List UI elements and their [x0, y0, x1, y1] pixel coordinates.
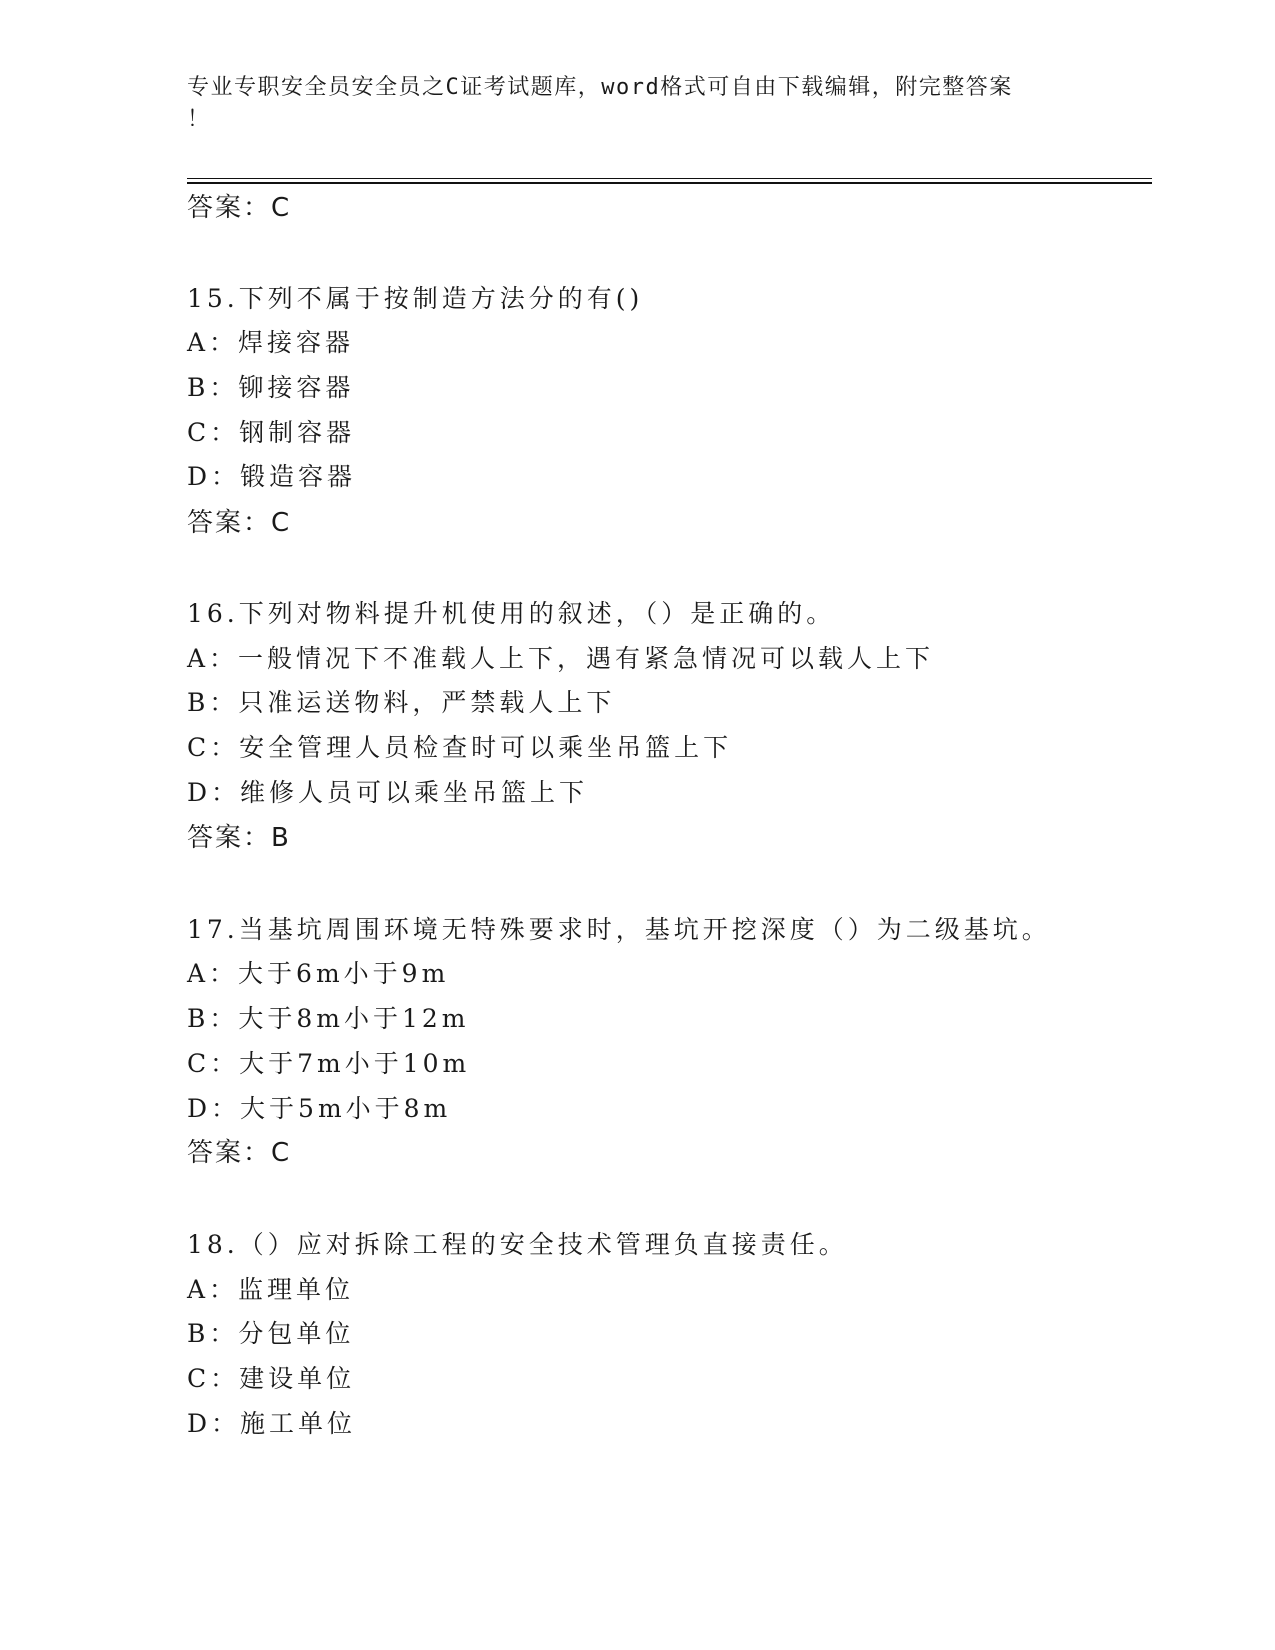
question-15-option-d: D：锻造容器 [187, 462, 357, 491]
question-17-stem: 17.当基坑周围环境无特殊要求时，基坑开挖深度（）为二级基坑。 [187, 915, 1051, 944]
question-18-option-d: D：施工单位 [187, 1409, 357, 1438]
question-17-option-a: A：大于6m小于9m [187, 959, 450, 988]
header-title: 专业专职安全员安全员之C证考试题库，word格式可自由下载编辑，附完整答案 [187, 75, 1013, 100]
answer-15: 答案：C [187, 508, 292, 538]
question-15-option-b: B：铆接容器 [187, 373, 355, 402]
header-title-continuation: ！ [187, 107, 211, 132]
question-15-option-a: A：焊接容器 [187, 328, 355, 357]
question-16-stem: 16.下列对物料提升机使用的叙述，（）是正确的。 [187, 599, 836, 628]
question-16-option-d: D：维修人员可以乘坐吊篮上下 [187, 778, 589, 807]
question-15-option-c: C：钢制容器 [187, 418, 356, 447]
document-header [187, 72, 1067, 136]
header-divider-thin [187, 178, 1152, 179]
question-18-option-c: C：建设单位 [187, 1364, 356, 1393]
question-17-option-d: D：大于5m小于8m [187, 1094, 452, 1123]
question-16-option-c: C：安全管理人员检查时可以乘坐吊篮上下 [187, 733, 733, 762]
question-17-option-b: B：大于8m小于12m [187, 1004, 470, 1033]
answer-16: 答案：B [187, 823, 291, 853]
question-18-option-a: A：监理单位 [187, 1275, 355, 1304]
question-16-option-a: A：一般情况下不准载人上下，遇有紧急情况可以载人上下 [187, 644, 935, 673]
header-divider-thick [187, 182, 1152, 184]
answer-17: 答案：C [187, 1138, 292, 1168]
question-15-stem: 15.下列不属于按制造方法分的有() [187, 284, 644, 313]
question-18-stem: 18.（）应对拆除工程的安全技术管理负直接责任。 [187, 1230, 848, 1259]
question-17-option-c: C：大于7m小于10m [187, 1049, 471, 1078]
answer-14: 答案：C [187, 193, 292, 223]
question-16-option-b: B：只准运送物料，严禁载人上下 [187, 688, 616, 717]
question-18-option-b: B：分包单位 [187, 1319, 355, 1348]
